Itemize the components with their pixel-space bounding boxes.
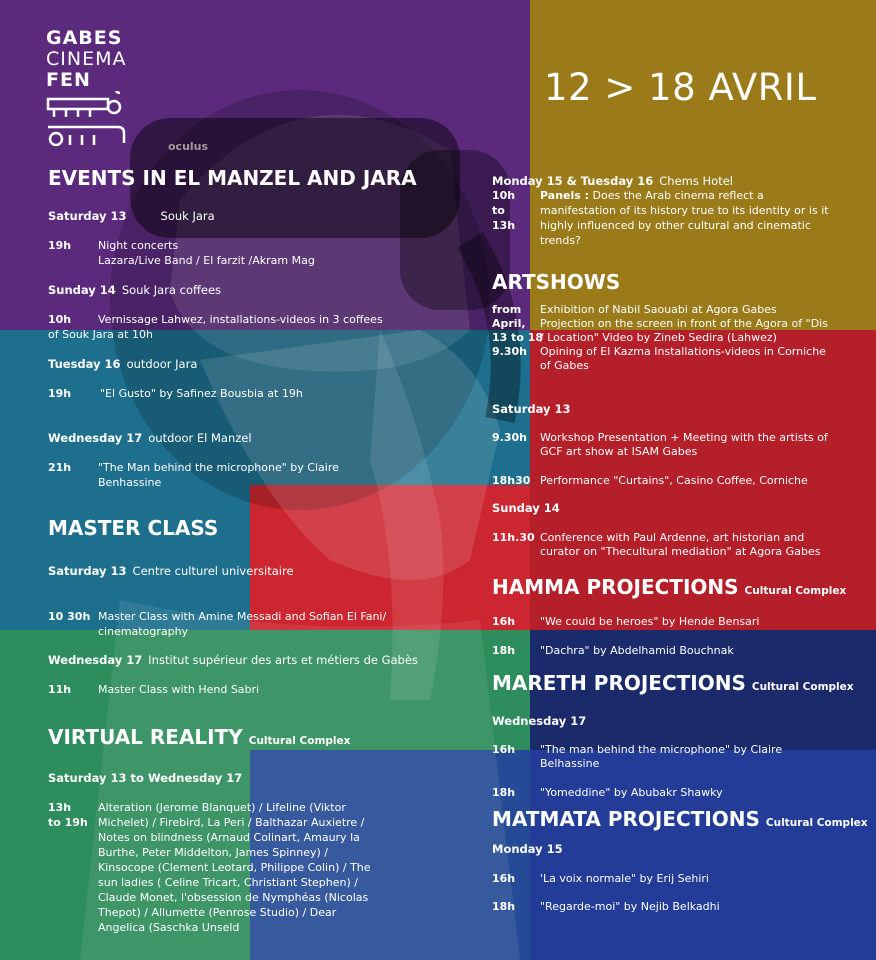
day-place: outdoor El Manzel	[148, 431, 252, 445]
artshow-desc-line: Workshop Presentation + Meeting with the artists of	[540, 431, 828, 444]
panels-desc-line: highly influenced by other cultural and cinematic	[540, 219, 811, 232]
screening-desc: "Dachra" by Abdelhamid Bouchnak	[540, 644, 734, 657]
vr-desc-line: Thepot) / Allumette (Penrose Studio) / Dear	[98, 906, 337, 919]
panels-desc-text: Does the Arab cinema reflect a	[592, 189, 764, 202]
vr-desc-line: Claude Monet, l'obsession de Nymphéas (Nicolas	[98, 891, 369, 904]
day-place: Souk Jara	[160, 209, 215, 223]
day-name: Sunday 14	[48, 283, 116, 297]
event-time: 16h	[492, 743, 516, 756]
event-desc-line: Benhassine	[98, 476, 162, 489]
day-label	[48, 357, 197, 371]
day-label	[48, 653, 418, 667]
day-place: Chems Hotel	[659, 174, 733, 188]
screening-desc: Belhassine	[540, 757, 600, 770]
screening-desc: "Yomeddine" by Abubakr Shawky	[540, 786, 723, 799]
event-time: 16h	[492, 615, 516, 628]
section-venue: Cultural Complex	[248, 735, 351, 747]
day-label	[48, 564, 294, 578]
day-place: Centre culturel universitaire	[132, 564, 294, 578]
day-label	[492, 174, 733, 188]
day-place: Souk Jara coffees	[121, 283, 222, 297]
event-time: 18h30	[492, 474, 531, 487]
logo-arabic-mark-icon	[46, 91, 136, 155]
artshow-desc-line: of Gabes	[540, 359, 589, 372]
event-time: 13h	[48, 801, 72, 814]
event-time: 13 to 18	[492, 331, 544, 344]
section-title-events: EVENTS IN EL MANZEL AND JARA	[48, 166, 417, 190]
day-label: Saturday 13	[492, 402, 571, 416]
day-label	[48, 283, 221, 297]
artshow-desc-line: Exhibition of Nabil Saouabi at Agora Gabes	[540, 303, 777, 316]
day-label: Wednesday 17	[492, 714, 587, 728]
section-title-hamma	[492, 575, 846, 599]
day-name: Wednesday 17	[48, 431, 143, 445]
event-time: 11h.30	[492, 531, 535, 544]
event-desc-line: cinematography	[98, 625, 189, 638]
headset-brand-label: oculus	[168, 140, 209, 153]
event-time: 9.30h	[492, 345, 527, 358]
event-desc-line: Lazara/Live Band / El farzit /Akram Mag	[98, 254, 315, 267]
panels-label: Panels :	[540, 189, 590, 202]
day-name: Saturday 13	[48, 209, 127, 223]
section-venue: Cultural Complex	[744, 585, 847, 597]
vr-desc-line: Notes on blindness (Arnaud Colinart, Amaury la	[98, 831, 360, 844]
section-title-text: VIRTUAL REALITY	[48, 725, 243, 749]
day-place: Institut supérieur des arts et métiers de Gabès	[148, 653, 418, 667]
vr-desc-line: Angelica (Saschka Unseld	[98, 921, 240, 934]
event-time: 19h	[48, 239, 72, 252]
event-time: 19h	[48, 387, 72, 400]
event-desc-line: Master Class with Hend Sabri	[98, 683, 260, 696]
event-desc-line: Master Class with Amine Messadi and Sofian El Fani/	[98, 610, 387, 623]
event-desc-line: Night concerts	[98, 239, 179, 252]
section-venue: Cultural Complex	[751, 681, 854, 693]
section-title-text: HAMMA PROJECTIONS	[492, 575, 739, 599]
event-time: 18h	[492, 786, 516, 799]
section-title-text: MARETH PROJECTIONS	[492, 671, 746, 695]
section-title-master-class: MASTER CLASS	[48, 516, 219, 540]
event-time: 18h	[492, 900, 516, 913]
vr-desc-line: Burthe, Peter Middelton, James Spinney) /	[98, 846, 328, 859]
event-time: 13h	[492, 219, 516, 232]
section-title-artshows: ARTSHOWS	[492, 270, 621, 294]
event-time: 11h	[48, 683, 72, 696]
day-label	[48, 209, 215, 223]
panels-desc-line: manifestation of its history true to its identity or is it	[540, 204, 829, 217]
festival-dates: 12 > 18 AVRIL	[544, 66, 817, 109]
event-time: 9.30h	[492, 431, 527, 444]
event-time: 10 30h	[48, 610, 91, 623]
vr-desc-line: Michelet) / Firebird, La Peri / Balthazar Auxietre /	[98, 816, 365, 829]
screening-desc: "The man behind the microphone" by Claire	[540, 743, 783, 756]
logo-line-cinema: CINEMA	[46, 48, 127, 70]
event-time: 21h	[48, 461, 72, 474]
event-desc-line: Vernissage Lahwez, installations-videos in 3 coffees	[98, 313, 383, 326]
logo-line-gabes: GABES	[46, 27, 123, 49]
logo-line-fen: FEN	[46, 69, 91, 91]
section-title-matmata	[492, 807, 868, 831]
section-title-virtual-reality	[48, 725, 350, 749]
screening-desc: "Regarde-moi" by Nejib Belkadhi	[540, 900, 720, 913]
artshow-desc-line: Opining of El Kazma Installations-videos in Corniche	[540, 345, 826, 358]
event-time: 10h	[492, 189, 516, 202]
section-title-text: MATMATA PROJECTIONS	[492, 807, 760, 831]
day-place: outdoor Jara	[126, 357, 198, 371]
event-time: to 19h	[48, 816, 88, 829]
event-desc-line: "The Man behind the microphone" by Claire	[98, 461, 339, 474]
artshow-desc-line: GCF art show at ISAM Gabes	[540, 445, 698, 458]
festival-logo	[46, 28, 136, 155]
artshow-desc-line: Performance "Curtains", Casino Coffee, Corniche	[540, 474, 808, 487]
artshow-desc-line: Conference with Paul Ardenne, art historian and	[540, 531, 805, 544]
event-desc-line: of Souk Jara at 10h	[48, 328, 153, 341]
day-name: Monday 15 & Tuesday 16	[492, 174, 654, 188]
panels-desc-line: trends?	[540, 234, 581, 247]
vr-desc-line: Alteration (Jerome Blanquet) / Lifeline (Viktor	[98, 801, 346, 814]
artshow-desc-line: curator on "Thecultural mediation" at Agora Gabes	[540, 545, 821, 558]
screening-desc: "We could be heroes" by Hende Bensari	[540, 615, 760, 628]
day-label: Monday 15	[492, 842, 563, 856]
screening-desc: 'La voix normale" by Erij Sehiri	[540, 872, 709, 885]
vr-desc-line: sun ladies ( Celine Tricart, Christiant Stephen) /	[98, 876, 358, 889]
event-time: to	[492, 204, 505, 217]
artshow-desc-line: / Location" Video by Zineb Sedira (Lahwez)	[540, 331, 777, 344]
day-label: Saturday 13 to Wednesday 17	[48, 771, 243, 785]
panels-desc-line	[540, 188, 764, 203]
event-time: 10h	[48, 313, 72, 326]
day-label: Sunday 14	[492, 501, 560, 515]
day-label	[48, 431, 252, 445]
section-title-mareth	[492, 671, 854, 695]
day-name: Wednesday 17	[48, 653, 143, 667]
vr-desc-line: Kinsocope (Clement Leotard, Philippe Colin) / The	[98, 861, 371, 874]
event-desc-line: "El Gusto" by Safinez Bousbia at 19h	[100, 387, 303, 400]
event-time: 18h	[492, 644, 516, 657]
event-time: April,	[492, 317, 526, 330]
day-name: Tuesday 16	[48, 357, 121, 371]
event-time: 16h	[492, 872, 516, 885]
section-venue: Cultural Complex	[765, 817, 868, 829]
artshow-desc-line: Projection on the screen in front of the Agora of "Dis	[540, 317, 828, 330]
event-time: from	[492, 303, 522, 316]
day-name: Saturday 13	[48, 564, 127, 578]
